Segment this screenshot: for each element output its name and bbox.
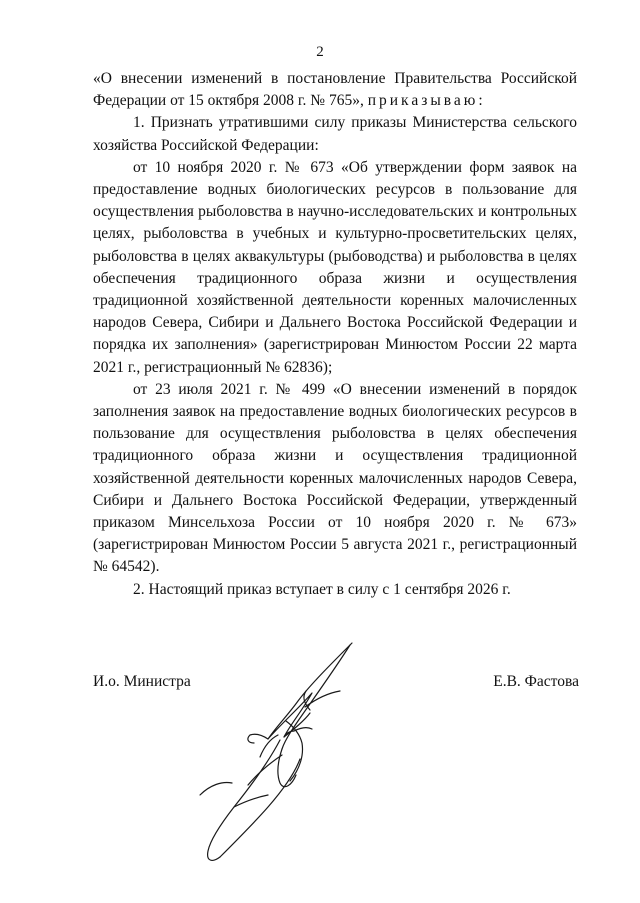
paragraph-order-499: от 23 июля 2021 г. № 499 «О внесении изменений в порядок заполнения заявок на предоставление водных биологических ресурсов в пользование для осуществления рыболовства в целях обеспечения традиционного образа жизни и осуществления традиционной хозяйственной деятельности коренных малочисленных народов Севера, Сибири и Дальнего Востока Российской Федерации, утвержденный приказом Минсельхоза России от 10 ноября 2020 г. № 673» (зарегистрирован Минюстом России 5 августа 2021 г., регистрационный № 64542).	[93, 380, 577, 576]
handwritten-signature	[190, 635, 400, 870]
paragraph-intro	[93, 68, 577, 112]
page-number: 2	[316, 44, 324, 60]
signatory-position: И.о. Министра	[93, 673, 191, 690]
paragraph-order-673: от 10 ноября 2020 г. № 673 «Об утверждении форм заявок на предоставление водных биологических ресурсов в пользование для осуществления рыболовства в научно-исследовательских и контрольных целях, рыболовства в учебных и культурно-просветительских целях, рыболовства в целях аквакультуры (рыбоводства) и рыболовства в целях обеспечения традиционного образа жизни и осуществления традиционной хозяйственной деятельности коренных малочисленных народов Севера, Сибири и Дальнего Востока Российской Федерации и порядка их заполнения» (зарегистрирован Минюстом России 22 марта 2021 г., регистрационный № 62836);	[93, 158, 577, 376]
intro-text: «О внесении изменений в постановление Правительства Российской Федерации от 15 октября 2008 г. № 765»,	[93, 70, 577, 110]
paragraph-item-1: 1. Признать утратившими силу приказы Министерства сельского хозяйства Российской Федерации:	[93, 114, 577, 154]
document-body	[93, 68, 577, 601]
paragraph-item-2: 2. Настоящий приказ вступает в силу с 1 сентября 2026 г.	[133, 580, 511, 598]
order-word: приказываю:	[367, 92, 486, 110]
signatory-name: Е.В. Фастова	[493, 673, 579, 690]
